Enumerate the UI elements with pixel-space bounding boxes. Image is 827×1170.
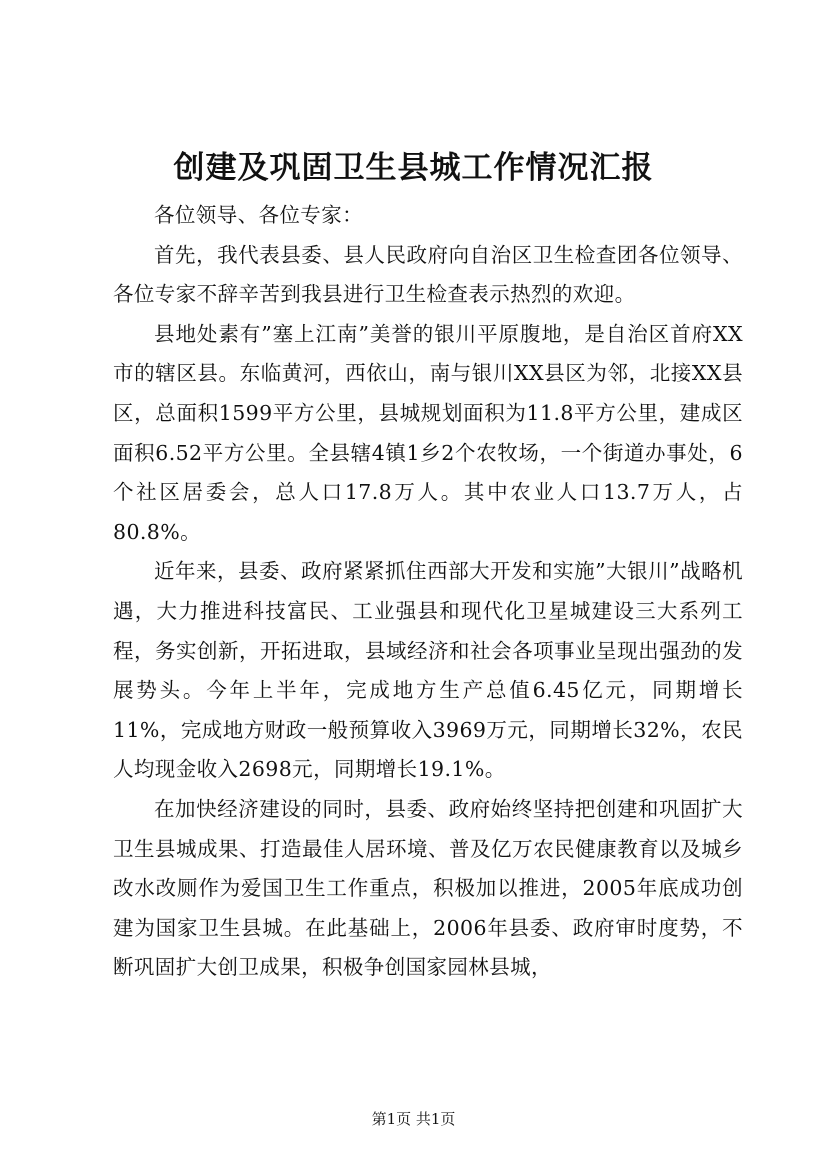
document-body — [113, 196, 743, 988]
county-overview-paragraph: 县地处素有”塞上江南”美誉的银川平原腹地，是自治区首府XX市的辖区县。东临黄河，西依山，南与银川XX县区为邻，北接XX县区，总面积1599平方公里，县城规划面积为11.8平方公里，建成区面积6.52平方公里。全县辖4镇1乡2个农牧场，一个街道办事处，6个社区居委会，总人口17.8万人。其中农业人口13.7万人，占80.8%。 — [113, 321, 743, 544]
document-title: 创建及巩固卫生县城工作情况汇报 — [173, 150, 654, 186]
welcome-paragraph: 首先，我代表县委、县人民政府向自治区卫生检查团各位领导、各位专家不辞辛苦到我县进行卫生检查表示热烈的欢迎。 — [113, 242, 743, 307]
economic-development-paragraph: 近年来，县委、政府紧紧抓住西部大开发和实施”大银川”战略机遇，大力推进科技富民、工业强县和现代化卫星城建设三大系列工程，务实创新，开拓进取，县域经济和社会各项事业呈现出强劲的发展势头。今年上半年，完成地方生产总值6.45亿元，同期增长11%，完成地方财政一般预算收入3969万元，同期增长32%，农民人均现金收入2698元，同期增长19.1%。 — [113, 559, 743, 782]
page-number-footer: 第1页 共1页 — [371, 1110, 456, 1128]
health-work-paragraph: 在加快经济建设的同时，县委、政府始终坚持把创建和巩固扩大卫生县城成果、打造最佳人居环境、普及亿万农民健康教育以及城乡改水改厕作为爱国卫生工作重点，积极加以推进，2005年底成功创建为国家卫生县城。在此基础上，2006年县委、政府审时度势，不断巩固扩大创卫成果，积极争创国家园林县城， — [113, 796, 743, 980]
salutation-paragraph: 各位领导、各位专家： — [154, 203, 363, 227]
